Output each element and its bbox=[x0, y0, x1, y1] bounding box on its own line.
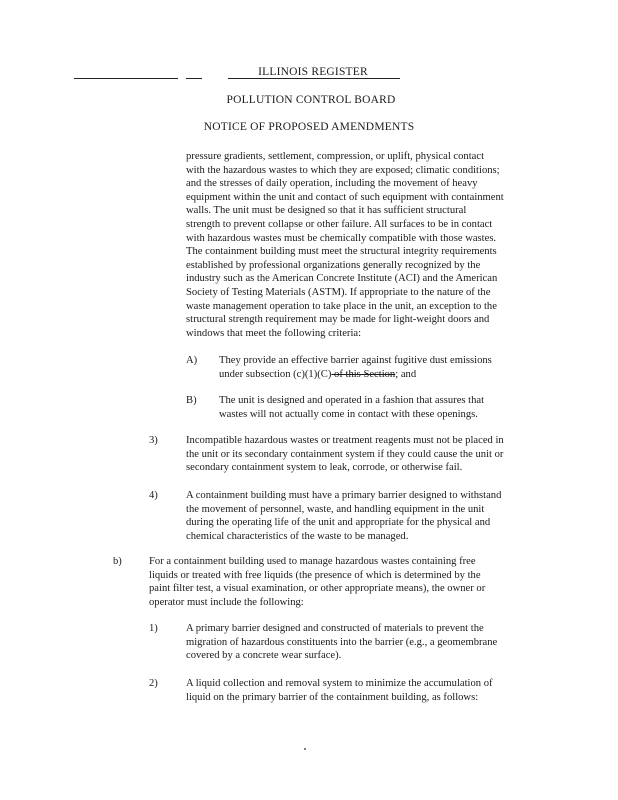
board-title: POLLUTION CONTROL BOARD bbox=[226, 94, 396, 106]
para-3-label: 3) bbox=[149, 435, 158, 446]
para-3-text: Incompatible hazardous wastes or treatment reagents must not be placed in the unit or its secondary containment system if they could cause the unit or secondary containment system to leak, corrode, or otherwise fail. bbox=[186, 435, 504, 474]
item-a-label: A) bbox=[186, 355, 198, 366]
para-b1-label: 1) bbox=[149, 623, 158, 634]
para-b2-label: 2) bbox=[149, 678, 158, 689]
footer-mark bbox=[304, 748, 306, 750]
item-b-label: B) bbox=[186, 395, 197, 406]
item-a-line2 bbox=[219, 368, 609, 382]
intro-paragraph: pressure gradients, settlement, compression, or uplift, physical contact with the hazardous wastes to which they are exposed; climatic conditions; and the stresses of daily operation, including the movement of heavy equipment within the unit and contact of such equipment with containment walls. The unit must be designed so that it has sufficient structural strength to prevent collapse or other failure. All surfaces to be in contact with hazardous wastes must be chemically compatible with those wastes. The containment building must meet the structural integrity requirements established by professional organizations generally recognized by the industry such as the American Concrete Institute (ACI) and the American Society of Testing Materials (ASTM). If appropriate to the nature of the waste management operation to take place in the unit, an exception to the structural strength requirement may be made for light-weight doors and windows that meet the following criteria: bbox=[186, 151, 504, 339]
para-b-label: b) bbox=[113, 556, 122, 567]
item-b-text: The unit is designed and operated in a fashion that assures that wastes will not actually come in contact with these openings. bbox=[219, 395, 485, 420]
register-title: ILLINOIS REGISTER bbox=[258, 66, 368, 78]
para-b1-text: A primary barrier designed and constructed of materials to prevent the migration of hazardous constituents into the barrier (e.g., a geomembrane covered by a concrete wear surface). bbox=[186, 623, 498, 662]
header-rule-mid bbox=[186, 78, 202, 79]
item-a-text bbox=[219, 354, 609, 381]
header-rule-left bbox=[74, 78, 178, 79]
para-4-text: A containment building must have a primary barrier designed to withstand the movement of personnel, waste, and handling equipment in the unit during the operating life of the unit and appropriate for the physical and chemical characteristics of the waste to be managed. bbox=[186, 490, 502, 542]
item-a-struck-text: of this Section bbox=[331, 368, 396, 380]
item-a-citation: under subsection (c)(1)(C) bbox=[219, 368, 332, 380]
header-rule-right bbox=[228, 78, 400, 79]
notice-title: NOTICE OF PROPOSED AMENDMENTS bbox=[203, 121, 415, 133]
para-b2-text: A liquid collection and removal system to minimize the accumulation of liquid on the primary barrier of the containment building, as follows: bbox=[186, 678, 493, 703]
para-4-label: 4) bbox=[149, 490, 158, 501]
item-a-ending: ; and bbox=[395, 368, 417, 380]
item-a-line1: They provide an effective barrier against fugitive dust emissions bbox=[219, 355, 492, 366]
para-b-text: For a containment building used to manage hazardous wastes containing free liquids or treated with free liquids (the presence of which is determined by the paint filter test, a visual examination, or other appropriate means), the owner or operator must include the following: bbox=[149, 556, 486, 608]
